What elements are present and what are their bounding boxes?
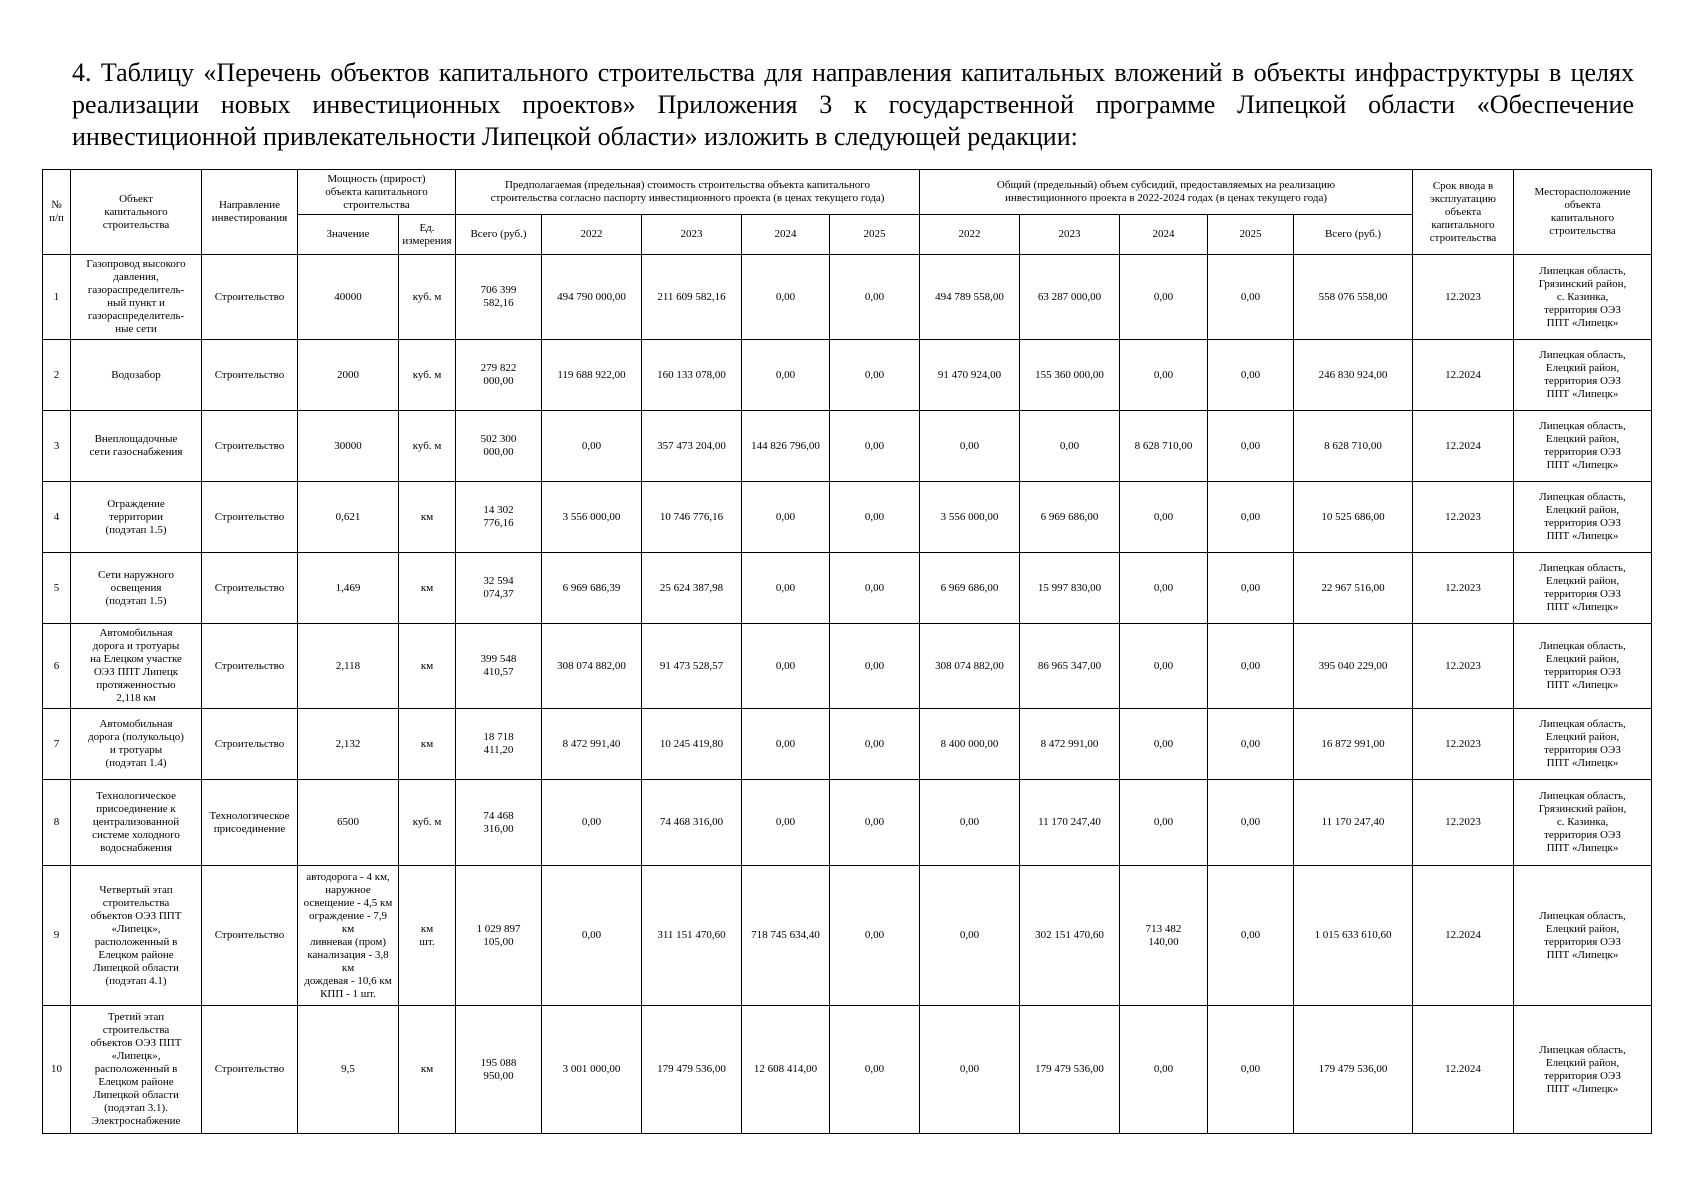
object-name: Автомобильная дорога и тротуары на Елецком участке ОЭЗ ППТ Липецк протяженностью 2,118 км (71, 624, 202, 709)
subsidy-2024: 0,00 (1120, 1006, 1208, 1134)
commissioning-date: 12.2023 (1413, 482, 1514, 553)
capacity-unit: куб. м (399, 780, 456, 866)
subsidy-total: 395 040 229,00 (1294, 624, 1413, 709)
cost-2023: 25 624 387,98 (642, 553, 742, 624)
header-location: Месторасположение объекта капитального строительства (1514, 170, 1652, 255)
header-subs-2023: 2023 (1020, 215, 1120, 255)
cost-total: 18 718 411,20 (456, 709, 542, 780)
subsidy-2024: 0,00 (1120, 709, 1208, 780)
header-direction: Направление инвестирования (202, 170, 298, 255)
cost-2024: 718 745 634,40 (742, 866, 830, 1006)
row-number: 3 (43, 411, 71, 482)
investment-direction: Строительство (202, 340, 298, 411)
subsidy-total: 246 830 924,00 (1294, 340, 1413, 411)
object-name: Ограждение территории (подэтап 1.5) (71, 482, 202, 553)
subsidy-2024: 713 482 140,00 (1120, 866, 1208, 1006)
row-number: 7 (43, 709, 71, 780)
header-total-subs: Всего (руб.) (1294, 215, 1413, 255)
cost-2025: 0,00 (830, 553, 920, 624)
capacity-value: автодорога - 4 км, наружное освещение - 4,5 км ограждение - 7,9 км ливневая (пром) канализация - 3,8 км дождевая - 10,6 км КПП - 1 шт. (298, 866, 399, 1006)
header-object: Объект капитального строительства (71, 170, 202, 255)
header-row-1 (43, 170, 1652, 215)
subsidy-2023: 11 170 247,40 (1020, 780, 1120, 866)
investment-direction: Строительство (202, 709, 298, 780)
subsidy-2023: 6 969 686,00 (1020, 482, 1120, 553)
subsidy-2022: 6 969 686,00 (920, 553, 1020, 624)
cost-2022: 3 001 000,00 (542, 1006, 642, 1134)
header-cost-2022: 2022 (542, 215, 642, 255)
object-location: Липецкая область, Елецкий район, территория ОЭЗ ППТ «Липецк» (1514, 411, 1652, 482)
intro-paragraph: 4. Таблицу «Перечень объектов капитального строительства для направления капитальных вложений в объекты инфраструктуры в целях реализации новых инвестиционных проектов» Приложения 3 к государственной программе Липецкой области «Обеспечение инвестиционной привлекательности Липецкой области» изложить в следующей редакции: (72, 58, 1634, 151)
subsidy-total: 179 479 536,00 (1294, 1006, 1413, 1134)
header-subs-2024: 2024 (1120, 215, 1208, 255)
table-row (43, 780, 1652, 866)
subsidy-2025: 0,00 (1208, 482, 1294, 553)
investment-direction: Строительство (202, 1006, 298, 1134)
subsidy-2022: 0,00 (920, 1006, 1020, 1134)
commissioning-date: 12.2023 (1413, 780, 1514, 866)
subsidy-2024: 0,00 (1120, 624, 1208, 709)
subsidy-2022: 8 400 000,00 (920, 709, 1020, 780)
row-number: 2 (43, 340, 71, 411)
table-row (43, 255, 1652, 340)
investment-direction: Строительство (202, 624, 298, 709)
cost-total: 502 300 000,00 (456, 411, 542, 482)
object-location: Липецкая область, Елецкий район, территория ОЭЗ ППТ «Липецк» (1514, 624, 1652, 709)
capacity-unit: куб. м (399, 255, 456, 340)
cost-2022: 0,00 (542, 866, 642, 1006)
object-location: Липецкая область, Елецкий район, территория ОЭЗ ППТ «Липецк» (1514, 709, 1652, 780)
subsidy-2024: 0,00 (1120, 255, 1208, 340)
row-number: 1 (43, 255, 71, 340)
subsidy-2023: 0,00 (1020, 411, 1120, 482)
capacity-unit: км (399, 482, 456, 553)
header-value: Значение (298, 215, 399, 255)
subsidy-2023: 155 360 000,00 (1020, 340, 1120, 411)
header-cost: Предполагаемая (предельная) стоимость строительства объекта капитального строительства согласно паспорту инвестиционного проекта (в ценах текущего года) (456, 170, 920, 215)
cost-total: 195 088 950,00 (456, 1006, 542, 1134)
object-location: Липецкая область, Грязинский район, с. Казинка, территория ОЭЗ ППТ «Липецк» (1514, 255, 1652, 340)
capacity-unit: км (399, 624, 456, 709)
subsidy-2025: 0,00 (1208, 709, 1294, 780)
subsidy-2024: 0,00 (1120, 780, 1208, 866)
subsidy-2022: 308 074 882,00 (920, 624, 1020, 709)
investment-direction: Строительство (202, 482, 298, 553)
subsidy-2022: 91 470 924,00 (920, 340, 1020, 411)
subsidy-2025: 0,00 (1208, 866, 1294, 1006)
cost-total: 74 468 316,00 (456, 780, 542, 866)
table-row (43, 866, 1652, 1006)
cost-2024: 0,00 (742, 624, 830, 709)
cost-2023: 311 151 470,60 (642, 866, 742, 1006)
subsidy-2023: 8 472 991,00 (1020, 709, 1120, 780)
table-row (43, 553, 1652, 624)
subsidy-2024: 0,00 (1120, 482, 1208, 553)
subsidy-total: 11 170 247,40 (1294, 780, 1413, 866)
subsidy-2022: 494 789 558,00 (920, 255, 1020, 340)
cost-2025: 0,00 (830, 780, 920, 866)
cost-2022: 494 790 000,00 (542, 255, 642, 340)
cost-2025: 0,00 (830, 624, 920, 709)
object-location: Липецкая область, Елецкий район, территория ОЭЗ ППТ «Липецк» (1514, 1006, 1652, 1134)
cost-2023: 10 245 419,80 (642, 709, 742, 780)
cost-2022: 119 688 922,00 (542, 340, 642, 411)
header-cost-2023: 2023 (642, 215, 742, 255)
cost-2024: 0,00 (742, 709, 830, 780)
object-name: Сети наружного освещения (подэтап 1.5) (71, 553, 202, 624)
capacity-value: 30000 (298, 411, 399, 482)
row-number: 8 (43, 780, 71, 866)
subsidy-2025: 0,00 (1208, 411, 1294, 482)
cost-total: 1 029 897 105,00 (456, 866, 542, 1006)
subsidy-2024: 0,00 (1120, 340, 1208, 411)
object-location: Липецкая область, Елецкий район, территория ОЭЗ ППТ «Липецк» (1514, 553, 1652, 624)
table-row (43, 482, 1652, 553)
capacity-unit: км (399, 553, 456, 624)
header-subs-2025: 2025 (1208, 215, 1294, 255)
subsidy-2023: 15 997 830,00 (1020, 553, 1120, 624)
cost-total: 706 399 582,16 (456, 255, 542, 340)
subsidy-2022: 0,00 (920, 866, 1020, 1006)
subsidy-total: 22 967 516,00 (1294, 553, 1413, 624)
commissioning-date: 12.2023 (1413, 553, 1514, 624)
subsidy-2025: 0,00 (1208, 255, 1294, 340)
capacity-unit: км шт. (399, 866, 456, 1006)
capacity-value: 2,132 (298, 709, 399, 780)
subsidy-2024: 8 628 710,00 (1120, 411, 1208, 482)
investment-direction: Строительство (202, 866, 298, 1006)
subsidy-total: 8 628 710,00 (1294, 411, 1413, 482)
subsidy-2022: 0,00 (920, 411, 1020, 482)
cost-2025: 0,00 (830, 255, 920, 340)
subsidy-2024: 0,00 (1120, 553, 1208, 624)
object-location: Липецкая область, Елецкий район, территория ОЭЗ ППТ «Липецк» (1514, 340, 1652, 411)
object-name: Водозабор (71, 340, 202, 411)
cost-total: 279 822 000,00 (456, 340, 542, 411)
table-row (43, 340, 1652, 411)
commissioning-date: 12.2024 (1413, 1006, 1514, 1134)
capacity-value: 40000 (298, 255, 399, 340)
cost-total: 14 302 776,16 (456, 482, 542, 553)
commissioning-date: 12.2023 (1413, 709, 1514, 780)
header-cost-2025: 2025 (830, 215, 920, 255)
cost-2023: 10 746 776,16 (642, 482, 742, 553)
cost-2023: 211 609 582,16 (642, 255, 742, 340)
header-subsidies: Общий (предельный) объем субсидий, предоставляемых на реализацию инвестиционного проекта в 2022-2024 годах (в ценах текущего года) (920, 170, 1413, 215)
investment-direction: Строительство (202, 553, 298, 624)
subsidy-2025: 0,00 (1208, 1006, 1294, 1134)
cost-2022: 308 074 882,00 (542, 624, 642, 709)
cost-2022: 3 556 000,00 (542, 482, 642, 553)
subsidy-2025: 0,00 (1208, 780, 1294, 866)
cost-2024: 144 826 796,00 (742, 411, 830, 482)
subsidy-2025: 0,00 (1208, 340, 1294, 411)
cost-2025: 0,00 (830, 482, 920, 553)
cost-2022: 0,00 (542, 780, 642, 866)
cost-2025: 0,00 (830, 866, 920, 1006)
header-num: № п/п (43, 170, 71, 255)
cost-2023: 179 479 536,00 (642, 1006, 742, 1134)
header-subs-2022: 2022 (920, 215, 1020, 255)
header-total-cost: Всего (руб.) (456, 215, 542, 255)
cost-2025: 0,00 (830, 1006, 920, 1134)
subsidy-2023: 86 965 347,00 (1020, 624, 1120, 709)
row-number: 4 (43, 482, 71, 553)
capacity-unit: куб. м (399, 411, 456, 482)
commissioning-date: 12.2024 (1413, 866, 1514, 1006)
header-unit: Ед. измерения (399, 215, 456, 255)
table-row (43, 709, 1652, 780)
subsidy-2023: 302 151 470,60 (1020, 866, 1120, 1006)
row-number: 5 (43, 553, 71, 624)
subsidy-2023: 63 287 000,00 (1020, 255, 1120, 340)
capacity-unit: км (399, 1006, 456, 1134)
commissioning-date: 12.2023 (1413, 255, 1514, 340)
object-name: Третий этап строительства объектов ОЭЗ ППТ «Липецк», расположенный в Елецком районе Липецкой области (подэтап 3.1). Электроснабжение (71, 1006, 202, 1134)
subsidy-2025: 0,00 (1208, 624, 1294, 709)
row-number: 10 (43, 1006, 71, 1134)
cost-2022: 8 472 991,40 (542, 709, 642, 780)
capacity-value: 0,621 (298, 482, 399, 553)
capacity-value: 9,5 (298, 1006, 399, 1134)
objects-table (42, 169, 1652, 1134)
cost-2023: 74 468 316,00 (642, 780, 742, 866)
subsidy-total: 558 076 558,00 (1294, 255, 1413, 340)
subsidy-total: 16 872 991,00 (1294, 709, 1413, 780)
table-row (43, 411, 1652, 482)
object-location: Липецкая область, Елецкий район, территория ОЭЗ ППТ «Липецк» (1514, 482, 1652, 553)
table-row (43, 624, 1652, 709)
subsidy-2022: 0,00 (920, 780, 1020, 866)
subsidy-2022: 3 556 000,00 (920, 482, 1020, 553)
cost-2022: 6 969 686,39 (542, 553, 642, 624)
cost-2023: 357 473 204,00 (642, 411, 742, 482)
cost-2023: 91 473 528,57 (642, 624, 742, 709)
cost-2024: 0,00 (742, 553, 830, 624)
commissioning-date: 12.2024 (1413, 411, 1514, 482)
subsidy-2025: 0,00 (1208, 553, 1294, 624)
object-name: Автомобильная дорога (полукольцо) и тротуары (подэтап 1.4) (71, 709, 202, 780)
object-location: Липецкая область, Елецкий район, территория ОЭЗ ППТ «Липецк» (1514, 866, 1652, 1006)
table-body (43, 255, 1652, 1134)
investment-direction: Строительство (202, 255, 298, 340)
commissioning-date: 12.2023 (1413, 624, 1514, 709)
object-name: Четвертый этап строительства объектов ОЭЗ ППТ «Липецк», расположенный в Елецком районе Липецкой области (подэтап 4.1) (71, 866, 202, 1006)
subsidy-2023: 179 479 536,00 (1020, 1006, 1120, 1134)
cost-2024: 0,00 (742, 780, 830, 866)
capacity-value: 2,118 (298, 624, 399, 709)
cost-2024: 0,00 (742, 340, 830, 411)
investment-direction: Технологическое присоединение (202, 780, 298, 866)
capacity-value: 1,469 (298, 553, 399, 624)
cost-2022: 0,00 (542, 411, 642, 482)
object-name: Внеплощадочные сети газоснабжения (71, 411, 202, 482)
investment-direction: Строительство (202, 411, 298, 482)
cost-2025: 0,00 (830, 340, 920, 411)
header-capacity: Мощность (прирост) объекта капитального строительства (298, 170, 456, 215)
header-deadline: Срок ввода в эксплуатацию объекта капитального строительства (1413, 170, 1514, 255)
cost-total: 399 548 410,57 (456, 624, 542, 709)
cost-2024: 0,00 (742, 482, 830, 553)
capacity-value: 2000 (298, 340, 399, 411)
cost-2023: 160 133 078,00 (642, 340, 742, 411)
object-location: Липецкая область, Грязинский район, с. Казинка, территория ОЭЗ ППТ «Липецк» (1514, 780, 1652, 866)
table-row (43, 1006, 1652, 1134)
capacity-unit: км (399, 709, 456, 780)
capacity-unit: куб. м (399, 340, 456, 411)
row-number: 6 (43, 624, 71, 709)
row-number: 9 (43, 866, 71, 1006)
object-name: Технологическое присоединение к централизованной системе холодного водоснабжения (71, 780, 202, 866)
cost-2025: 0,00 (830, 709, 920, 780)
cost-2024: 0,00 (742, 255, 830, 340)
capacity-value: 6500 (298, 780, 399, 866)
cost-2025: 0,00 (830, 411, 920, 482)
subsidy-total: 10 525 686,00 (1294, 482, 1413, 553)
object-name: Газопровод высокого давления, газораспределитель- ный пункт и газораспределитель- ные сети (71, 255, 202, 340)
commissioning-date: 12.2024 (1413, 340, 1514, 411)
cost-total: 32 594 074,37 (456, 553, 542, 624)
cost-2024: 12 608 414,00 (742, 1006, 830, 1134)
subsidy-total: 1 015 633 610,60 (1294, 866, 1413, 1006)
header-cost-2024: 2024 (742, 215, 830, 255)
